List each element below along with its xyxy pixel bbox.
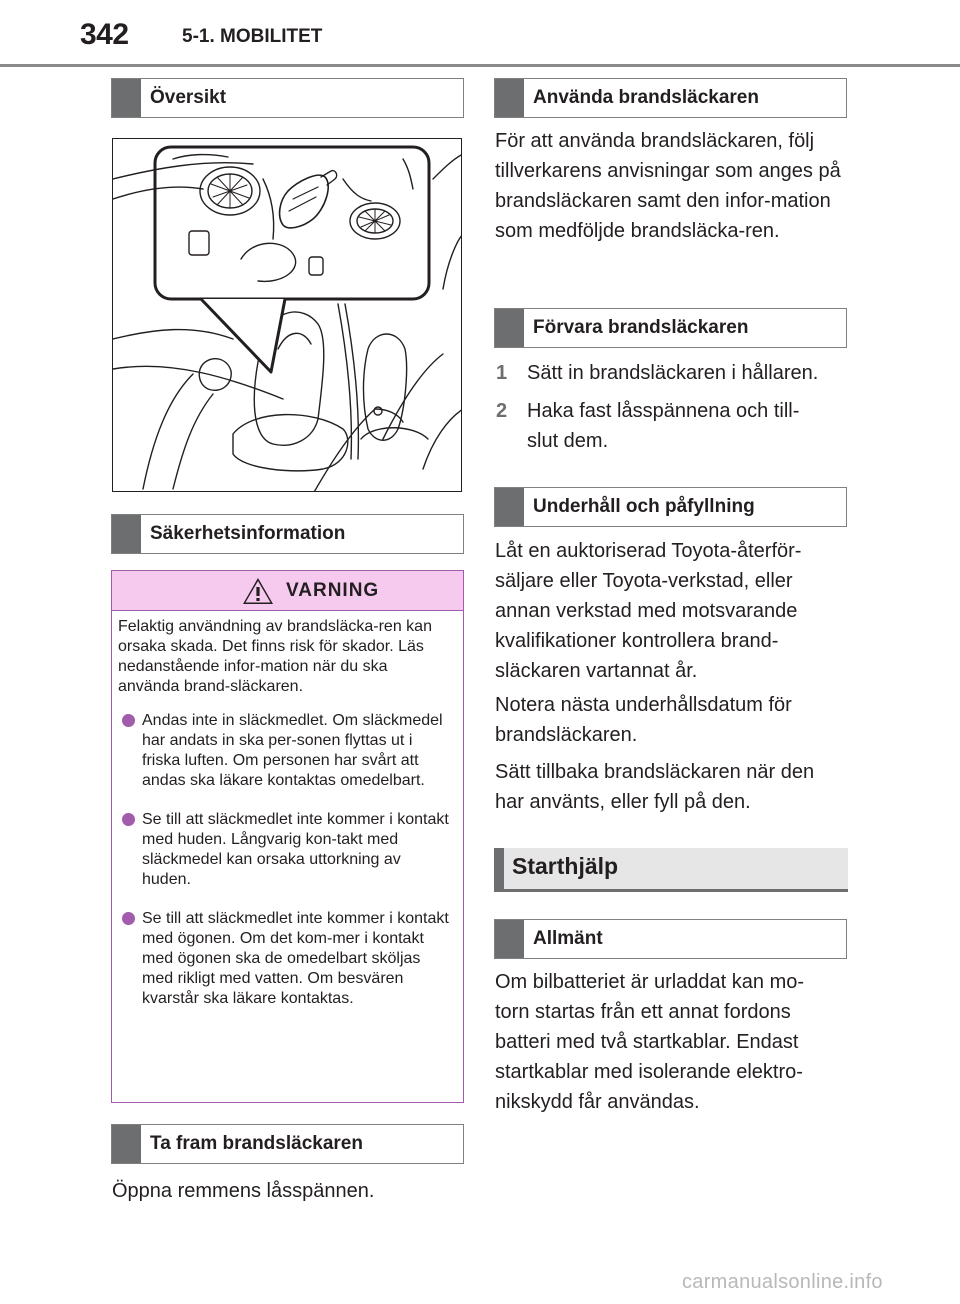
heading-allmant [494,919,847,959]
overview-illustration [112,138,462,492]
heading-tafram-label: Ta fram brandsläckaren [150,1133,363,1154]
watermark: carmanualsonline.info [682,1271,883,1293]
heading-marker [112,515,141,553]
step-text: Haka fast låsspännena och till-slut dem. [527,400,800,452]
section-title: 5-1. MOBILITET [182,26,323,47]
heading-oversikt-label: Översikt [150,87,227,108]
heading-tafram [111,1124,464,1164]
warning-header [112,571,463,611]
heading-marker [495,920,524,958]
heading-starthjalp-label: Starthjälp [512,853,619,879]
heading-underhall-label: Underhåll och påfyllning [533,496,755,517]
heading-allmant-label: Allmänt [533,928,603,949]
heading-marker [495,79,524,117]
warning-bullet-text: Se till att släckmedlet inte kommer i kontakt med huden. Långvarig kon-takt med släckmedel kan orsaka uttorkning av huden. [142,811,449,888]
heading-sakerhet-label: Säkerhetsinformation [150,523,346,544]
anvanda-text: För att använda brandsläckaren, följ tillverkarens anvisningar som anges på brandsläckaren samt den infor-mation som medföljde brandsläcka-ren. [495,130,841,242]
warning-intro: Felaktig användning av brandsläcka-ren kan orsaka skada. Det finns risk för skador. Läs nedanstående infor-mation när du ska använda brand-släckaren. [118,618,432,695]
heading-marker [495,309,524,347]
heading-marker [494,848,504,889]
underhall-text-2: Notera nästa underhållsdatum för brandsläckaren. [495,694,792,746]
allmant-text: Om bilbatteriet är urladdat kan mo-torn startas från ett annat fordons batteri med två startkablar. Endast startkablar med isolerande elektro-nikskydd får användas. [495,971,805,1113]
warning-triangle-icon [242,577,274,605]
warning-box [111,570,464,1103]
warning-bullet [118,909,449,1009]
step-text: Sätt in brandsläckaren i hållaren. [527,362,819,384]
warning-title: VARNING [286,580,380,601]
warning-bullet [118,711,449,791]
heading-marker [112,1125,141,1163]
heading-marker [495,488,524,526]
heading-starthjalp [494,848,848,892]
bullet-dot-icon [122,714,135,727]
tafram-text: Öppna remmens låsspännen. [112,1180,375,1202]
header-rule [0,64,960,67]
warning-bullet-text: Se till att släckmedlet inte kommer i kontakt med ögonen. Om det kom-mer i kontakt med ögonen ska de omedelbart sköljas med rikligt med vatten. Om besvären kvarstår ska läkare kontaktas. [142,910,449,1007]
step-item [496,396,846,456]
underhall-text-3: Sätt tillbaka brandsläckaren när den har använts, eller fyll på den. [495,761,815,813]
step-item [496,358,846,388]
warning-body [112,611,463,1009]
bullet-dot-icon [122,813,135,826]
warning-bullet [118,810,449,890]
heading-oversikt [111,78,464,118]
bullet-dot-icon [122,912,135,925]
heading-forvara [494,308,847,348]
step-number: 2 [496,400,508,422]
heading-underhall [494,487,847,527]
heading-anvanda [494,78,847,118]
heading-anvanda-label: Använda brandsläckaren [533,87,759,108]
underhall-text-1: Låt en auktoriserad Toyota-återför-säljare eller Toyota-verkstad, eller annan verkstad med motsvarande kvalifikationer kontrollera brand-släckaren vartannat år. [495,540,802,682]
heading-forvara-label: Förvara brandsläckaren [533,317,749,338]
step-number: 1 [496,362,508,384]
warning-bullet-text: Andas inte in släckmedlet. Om släckmedel har andats in ska per-sonen flyttas ut i friska luften. Om personen har svårt att andas ska läkare kontaktas omedelbart. [142,712,443,789]
page-number: 342 [80,18,129,51]
heading-sakerhet [111,514,464,554]
heading-marker [112,79,141,117]
